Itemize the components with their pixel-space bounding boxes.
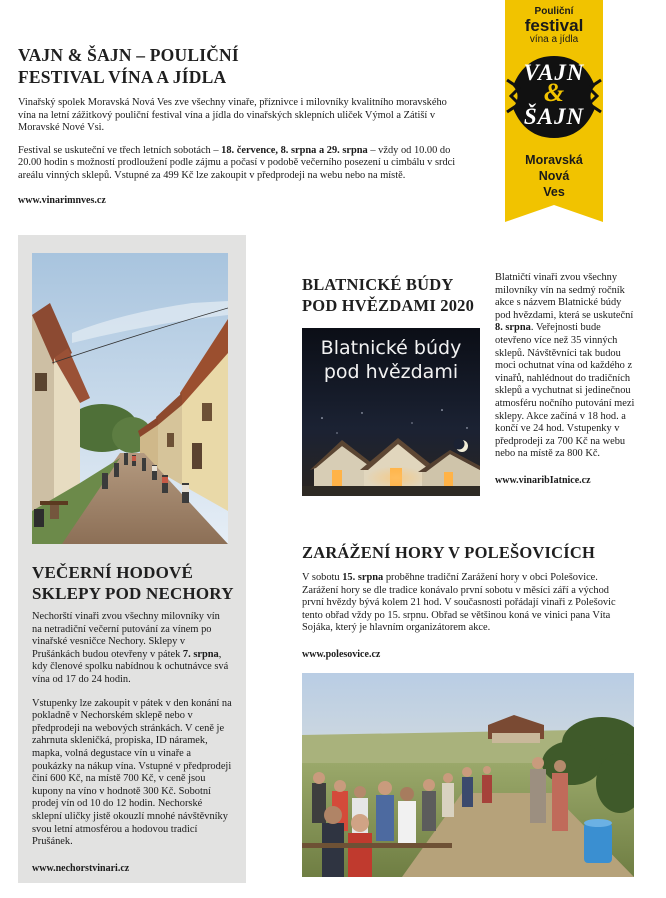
article2-paragraph2: Vstupenky lze zakoupit v pátek v den konání na pokladně v Nechorském sklepě nebo v předprodeji na webových stránkách. V ceně je zahrnuta skleničká, propiska, ID náramek, mapka, volná degustace vín u vinaře a poukázky na nákup vína. Vstupné v předprodeji činí 600 Kč, na místě 700 Kč, v ceně jsou kupony na víno v hodnotě 300 Kč. Sobotní prodej vín od 10 do 12 hodin. Nechorské sklepní uličky jistě okouzlí mnohé návštěvníky svou letní atmosférou a hodovou tradicí Prušánek.	[32, 697, 232, 848]
article2-url[interactable]: www.nechorstvinari.cz	[32, 862, 130, 874]
logo-line-vina-a-jidla: vína a jídla	[529, 34, 579, 45]
article3-url[interactable]: www.vinaribIatnice.cz	[495, 474, 591, 486]
article1-url[interactable]: www.vinarimnves.cz	[18, 194, 106, 206]
logo-line-pouliční: Pouliční	[534, 6, 574, 17]
village-street-photo	[32, 253, 228, 544]
article1-paragraph2: Festival se uskuteční ve třech letních sobotách – 18. července, 8. srpna a 29. srpna – vždy od 10.00 do 20.00 hodin s možností prodloužení podle zájmu a počasí v podobě večerního posezení u cimbálu v srdci areálu vinných sklepů. Vstupné za 499 Kč lze zakoupit v předprodeji na webu nebo na místě.	[18, 144, 456, 181]
poster-text-line2: pod hvězdami	[323, 361, 459, 383]
vineyard-gathering-photo	[302, 673, 634, 877]
article1-title-line1: VAJN & ŠAJN – POULIČNÍ	[18, 45, 239, 65]
article3-title-line1: BLATNICKÉ BÚDY	[302, 275, 454, 294]
article3-title	[302, 274, 492, 316]
logo-town-line1: Moravská	[525, 153, 583, 167]
article2-paragraph1: Nechorští vinaři zvou všechny milovníky vín na netradiční večerní putování za vínem po vinařské vesničce Nechory. Sklepy v Prušánkách budou otevřeny v pátek 7. srpna, kdy členové spolku nabídnou k ochutnávce svá vína od 17 do 24 hodin.	[32, 611, 229, 685]
logo-line-festival: festival	[524, 16, 584, 35]
article4-paragraph: V sobotu 15. srpna proběhne tradiční Zarážení hory v obci Polešovice. Zarážení hory se dle tradice konávalo první sobotu v měsíci září a východ první hvězdy bývá kolem 21 hod. V současnosti pořádají vinaři z Polešovic tento obřad vždy po 15. srpnu. Obřad se většinou koná ve vinici pana Víta Sojáka, který je hlavním organizátorem akce.	[302, 572, 616, 634]
article3-paragraph: Blatničtí vinaři zvou všechny milovníky vín na sedmý ročník akce s názvem Blatnické búdy pod hvězdami, která se uskuteční 8. srpna. Veřejnosti bude otevřeno více než 35 vinných sklepů. Návštěvníci tak budou moci ochutnat vína od každého z vinařů, nahlédnout do tradičních sklepů a vychutnat si jedinečnou atmosféru nočního putování mezi sklepy. Akce začíná v 18 hod. a končí ve 24 hod. Vstupenky v předprodeji za 700 Kč na webu nebo na místě za 800 Kč.	[495, 272, 635, 460]
article1-paragraph1: Vinařský spolek Moravská Nová Ves zve všechny vinaře, příznivce i milovníky kvalitního moravského vína na letní zážitkový pouliční festival vína a jídla do vinařských sklepních uliček Výmol a Zátiší v Moravské Nové Vsi.	[18, 97, 447, 134]
article4-title: ZARÁŽENÍ HORY V POLEŠOVICÍCH	[302, 543, 596, 562]
article4-url[interactable]: www.polesovice.cz	[302, 648, 381, 660]
logo-town-line2: Nová	[538, 169, 570, 183]
article2-title	[32, 562, 242, 604]
article3-title-line2: POD HVĚZDAMI 2020	[302, 296, 475, 315]
article1-title	[18, 44, 488, 88]
article1-title-line2: FESTIVAL VÍNA A JÍDLA	[18, 67, 227, 87]
logo-mark-ampersand: &	[543, 78, 565, 107]
article2-title-line1: VEČERNÍ HODOVÉ	[32, 563, 194, 582]
poster-text-line1: Blatnické búdy	[320, 337, 462, 359]
blatnicke-budy-poster	[302, 328, 480, 496]
logo-mark-sajn: ŠAJN	[523, 104, 585, 129]
logo-mark-vajn: VAJN	[523, 60, 585, 85]
article2-title-line2: SKLEPY POD NECHORY	[32, 584, 234, 603]
festival-logo-ribbon	[505, 0, 603, 222]
logo-town-line3: Ves	[543, 185, 565, 199]
